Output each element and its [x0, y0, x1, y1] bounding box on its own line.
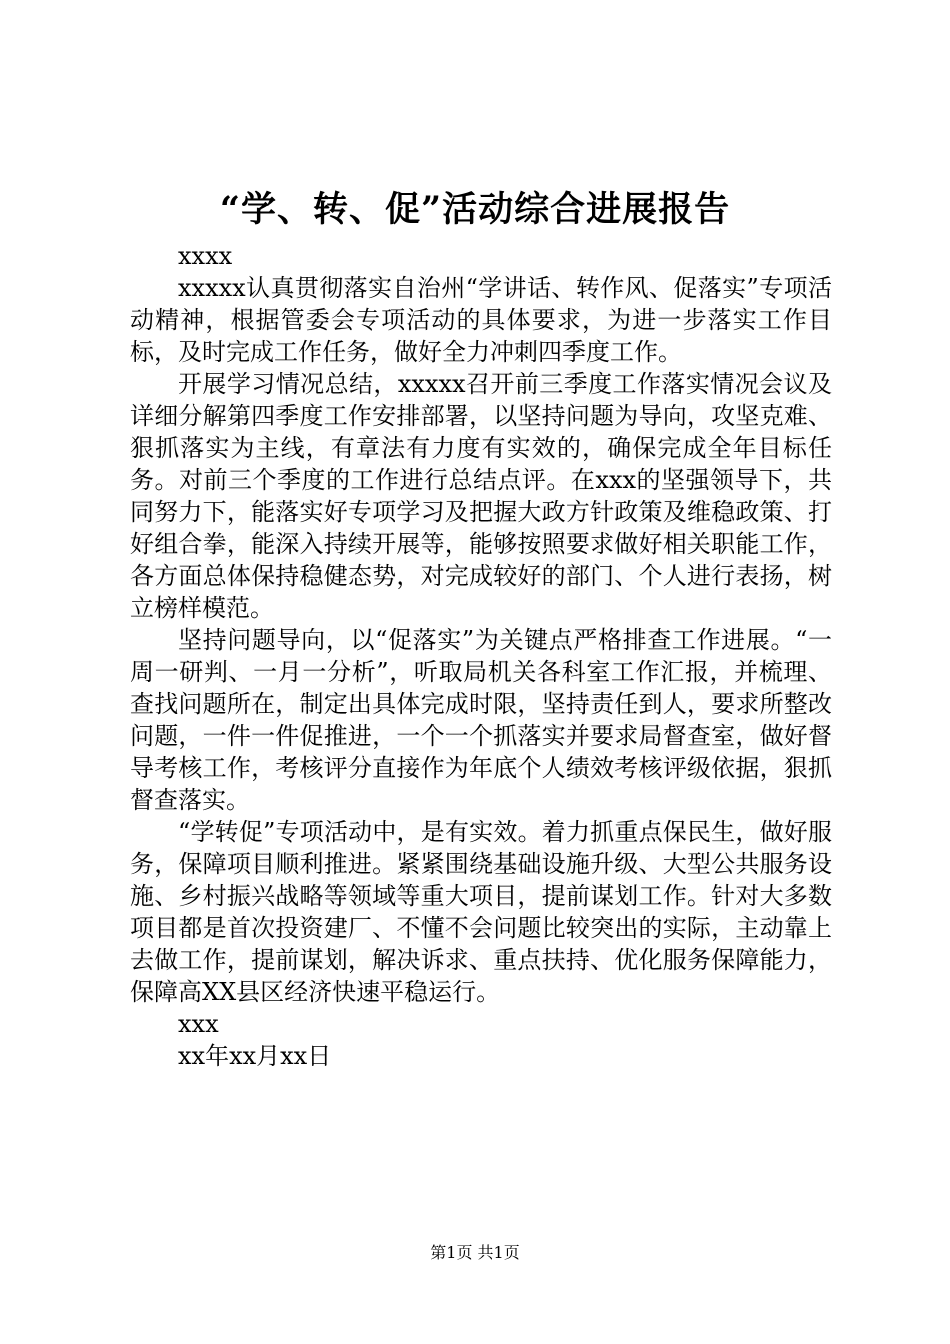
salutation: xxxx	[178, 242, 233, 270]
paragraph-4: “学转促”专项活动中，是有实效。着力抓重点保民生，做好服务，保障项目顺利推进。紧紧围绕基础设施升级、大型公共服务设施、乡村振兴战略等领域等重大项目，提前谋划工作。针对大多数项目都是首次投资建厂、不懂不会问题比较突出的实际，主动靠上去做工作，提前谋划，解决诉求、重点扶持、优化服务保障能力，保障高XX县区经济快速平稳运行。	[130, 818, 832, 1006]
paragraph-3: 坚持问题导向，以“促落实”为关键点严格排查工作进展。“一周一研判、一月一分析”，听取局机关各科室工作汇报，并梳理、查找问题所在，制定出具体完成时限，坚持责任到人，要求所整改问题，一件一件促推进，一个一个抓落实并要求局督查室，做好督导考核工作，考核评分直接作为年底个人绩效考核评级依据，狠抓督查落实。	[130, 626, 832, 814]
paragraph-1: xxxxx认真贯彻落实自治州“学讲话、转作风、促落实”专项活动精神，根据管委会专项活动的具体要求，为进一步落实工作目标，及时完成工作任务，做好全力冲刺四季度工作。	[130, 274, 832, 366]
signer: xxx	[178, 1010, 219, 1038]
page-footer: 第1页 共1页	[430, 1243, 520, 1262]
document-date: xx年xx月xx日	[178, 1042, 332, 1070]
paragraph-2: 开展学习情况总结，xxxxx召开前三季度工作落实情况会议及详细分解第四季度工作安排部署，以坚持问题为导向，攻坚克难、狠抓落实为主线，有章法有力度有实效的，确保完成全年目标任务。对前三个季度的工作进行总结点评。在xxx的坚强领导下，共同努力下，能落实好专项学习及把握大政方针政策及维稳政策、打好组合拳，能深入持续开展等，能够按照要求做好相关职能工作，各方面总体保持稳健态势，对完成较好的部门、个人进行表扬，树立榜样模范。	[130, 370, 832, 622]
document-title: “学、转、促”活动综合进展报告	[219, 189, 731, 230]
document-body	[130, 240, 832, 1072]
